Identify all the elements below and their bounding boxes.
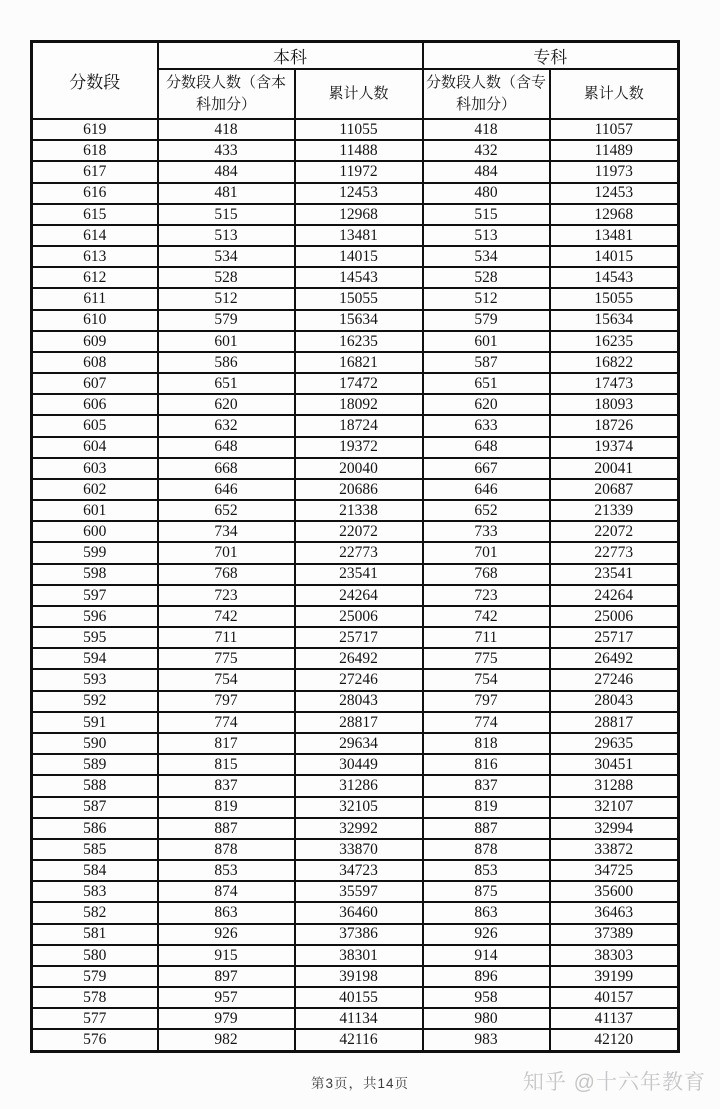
table-cell: 515 bbox=[423, 204, 550, 225]
table-cell: 12968 bbox=[295, 204, 423, 225]
table-cell: 15634 bbox=[550, 310, 679, 331]
table-cell: 20687 bbox=[550, 479, 679, 500]
table-cell: 878 bbox=[423, 839, 550, 860]
table-cell: 27246 bbox=[295, 669, 423, 690]
table-row bbox=[32, 225, 679, 246]
table-cell: 733 bbox=[423, 521, 550, 542]
score-cell: 594 bbox=[32, 648, 158, 669]
table-row bbox=[32, 987, 679, 1008]
score-cell: 583 bbox=[32, 881, 158, 902]
score-cell: 602 bbox=[32, 479, 158, 500]
table-cell: 34725 bbox=[550, 860, 679, 881]
table-cell: 40155 bbox=[295, 987, 423, 1008]
table-cell: 38301 bbox=[295, 945, 423, 966]
table-cell: 668 bbox=[158, 458, 295, 479]
table-cell: 742 bbox=[158, 606, 295, 627]
table-cell: 13481 bbox=[295, 225, 423, 246]
score-cell: 616 bbox=[32, 183, 158, 204]
table-cell: 484 bbox=[158, 161, 295, 182]
table-cell: 774 bbox=[423, 712, 550, 733]
table-cell: 797 bbox=[423, 691, 550, 712]
table-cell: 816 bbox=[423, 754, 550, 775]
score-cell: 579 bbox=[32, 966, 158, 987]
table-cell: 958 bbox=[423, 987, 550, 1008]
score-cell: 598 bbox=[32, 564, 158, 585]
table-cell: 528 bbox=[423, 267, 550, 288]
table-row bbox=[32, 310, 679, 331]
table-cell: 29635 bbox=[550, 733, 679, 754]
table-row bbox=[32, 1029, 679, 1051]
header-group-college: 专科 bbox=[423, 42, 679, 70]
table-cell: 768 bbox=[158, 564, 295, 585]
table-cell: 28817 bbox=[295, 712, 423, 733]
table-cell: 768 bbox=[423, 564, 550, 585]
table-cell: 25717 bbox=[295, 627, 423, 648]
table-cell: 774 bbox=[158, 712, 295, 733]
table-row bbox=[32, 860, 679, 881]
table-cell: 20041 bbox=[550, 458, 679, 479]
table-cell: 28817 bbox=[550, 712, 679, 733]
table-cell: 926 bbox=[158, 924, 295, 945]
table-cell: 775 bbox=[423, 648, 550, 669]
table-cell: 18726 bbox=[550, 415, 679, 436]
table-cell: 15055 bbox=[295, 288, 423, 309]
table-row bbox=[32, 161, 679, 182]
table-cell: 38303 bbox=[550, 945, 679, 966]
score-cell: 584 bbox=[32, 860, 158, 881]
score-cell: 577 bbox=[32, 1008, 158, 1029]
table-cell: 915 bbox=[158, 945, 295, 966]
score-cell: 595 bbox=[32, 627, 158, 648]
table-cell: 32105 bbox=[295, 797, 423, 818]
table-cell: 983 bbox=[423, 1029, 550, 1051]
table-cell: 11055 bbox=[295, 119, 423, 140]
table-row bbox=[32, 352, 679, 373]
score-cell: 587 bbox=[32, 797, 158, 818]
table-cell: 534 bbox=[158, 246, 295, 267]
table-row bbox=[32, 797, 679, 818]
table-cell: 17473 bbox=[550, 373, 679, 394]
table-cell: 513 bbox=[423, 225, 550, 246]
table-cell: 11057 bbox=[550, 119, 679, 140]
table-row bbox=[32, 733, 679, 754]
table-cell: 22773 bbox=[295, 542, 423, 563]
score-distribution-table bbox=[30, 40, 680, 1053]
table-cell: 579 bbox=[158, 310, 295, 331]
table-cell: 42116 bbox=[295, 1029, 423, 1051]
table-cell: 587 bbox=[423, 352, 550, 373]
page-footer bbox=[0, 1066, 720, 1100]
table-row bbox=[32, 140, 679, 161]
table-row bbox=[32, 712, 679, 733]
table-cell: 667 bbox=[423, 458, 550, 479]
table-cell: 711 bbox=[423, 627, 550, 648]
table-cell: 896 bbox=[423, 966, 550, 987]
score-cell: 606 bbox=[32, 394, 158, 415]
table-row bbox=[32, 839, 679, 860]
table-row bbox=[32, 648, 679, 669]
table-row bbox=[32, 627, 679, 648]
score-cell: 578 bbox=[32, 987, 158, 1008]
table-row bbox=[32, 415, 679, 436]
table-cell: 754 bbox=[158, 669, 295, 690]
table-cell: 24264 bbox=[550, 585, 679, 606]
table-cell: 837 bbox=[423, 775, 550, 796]
table-cell: 11488 bbox=[295, 140, 423, 161]
score-cell: 617 bbox=[32, 161, 158, 182]
table-cell: 818 bbox=[423, 733, 550, 754]
table-cell: 651 bbox=[423, 373, 550, 394]
score-cell: 586 bbox=[32, 818, 158, 839]
table-cell: 819 bbox=[158, 797, 295, 818]
table-row bbox=[32, 267, 679, 288]
score-cell: 588 bbox=[32, 775, 158, 796]
table-row bbox=[32, 500, 679, 521]
page-number: 第3页，共14页 bbox=[310, 1076, 410, 1091]
score-cell: 600 bbox=[32, 521, 158, 542]
table-cell: 481 bbox=[158, 183, 295, 204]
score-cell: 611 bbox=[32, 288, 158, 309]
table-row bbox=[32, 881, 679, 902]
table-cell: 26492 bbox=[550, 648, 679, 669]
score-table-body bbox=[32, 119, 679, 1052]
table-cell: 601 bbox=[423, 331, 550, 352]
table-cell: 22773 bbox=[550, 542, 679, 563]
table-cell: 534 bbox=[423, 246, 550, 267]
header-group-row bbox=[32, 42, 679, 70]
table-cell: 648 bbox=[423, 437, 550, 458]
table-row bbox=[32, 754, 679, 775]
table-cell: 515 bbox=[158, 204, 295, 225]
table-cell: 979 bbox=[158, 1008, 295, 1029]
table-cell: 42120 bbox=[550, 1029, 679, 1051]
table-cell: 21338 bbox=[295, 500, 423, 521]
score-cell: 599 bbox=[32, 542, 158, 563]
table-cell: 25717 bbox=[550, 627, 679, 648]
table-cell: 651 bbox=[158, 373, 295, 394]
score-cell: 601 bbox=[32, 500, 158, 521]
table-cell: 12453 bbox=[295, 183, 423, 204]
table-cell: 432 bbox=[423, 140, 550, 161]
table-cell: 620 bbox=[158, 394, 295, 415]
score-cell: 608 bbox=[32, 352, 158, 373]
score-cell: 580 bbox=[32, 945, 158, 966]
table-cell: 620 bbox=[423, 394, 550, 415]
table-row bbox=[32, 521, 679, 542]
table-row bbox=[32, 606, 679, 627]
table-cell: 40157 bbox=[550, 987, 679, 1008]
header-group-undergraduate: 本科 bbox=[158, 42, 423, 70]
table-cell: 35600 bbox=[550, 881, 679, 902]
score-cell: 590 bbox=[32, 733, 158, 754]
table-row bbox=[32, 119, 679, 140]
score-cell: 604 bbox=[32, 437, 158, 458]
score-cell: 609 bbox=[32, 331, 158, 352]
score-cell: 607 bbox=[32, 373, 158, 394]
table-cell: 32994 bbox=[550, 818, 679, 839]
table-row bbox=[32, 585, 679, 606]
table-row bbox=[32, 204, 679, 225]
table-cell: 646 bbox=[158, 479, 295, 500]
table-cell: 19372 bbox=[295, 437, 423, 458]
table-row bbox=[32, 542, 679, 563]
watermark-zhihu: 知乎 @十六年教育 bbox=[522, 1071, 706, 1094]
table-cell: 39198 bbox=[295, 966, 423, 987]
table-cell: 14015 bbox=[550, 246, 679, 267]
table-cell: 15634 bbox=[295, 310, 423, 331]
table-row bbox=[32, 818, 679, 839]
table-cell: 874 bbox=[158, 881, 295, 902]
table-cell: 22072 bbox=[295, 521, 423, 542]
table-cell: 887 bbox=[158, 818, 295, 839]
score-cell: 610 bbox=[32, 310, 158, 331]
table-row bbox=[32, 183, 679, 204]
table-cell: 433 bbox=[158, 140, 295, 161]
table-cell: 14015 bbox=[295, 246, 423, 267]
table-cell: 21339 bbox=[550, 500, 679, 521]
header-score-range: 分数段 bbox=[32, 42, 158, 120]
table-cell: 982 bbox=[158, 1029, 295, 1051]
table-cell: 36463 bbox=[550, 902, 679, 923]
table-cell: 652 bbox=[158, 500, 295, 521]
table-row bbox=[32, 564, 679, 585]
table-cell: 32992 bbox=[295, 818, 423, 839]
header-college-count: 分数段人数（含专科加分） bbox=[423, 69, 550, 119]
table-cell: 17472 bbox=[295, 373, 423, 394]
table-cell: 20686 bbox=[295, 479, 423, 500]
table-cell: 32107 bbox=[550, 797, 679, 818]
table-row bbox=[32, 373, 679, 394]
table-cell: 797 bbox=[158, 691, 295, 712]
table-row bbox=[32, 924, 679, 945]
score-cell: 585 bbox=[32, 839, 158, 860]
table-cell: 853 bbox=[423, 860, 550, 881]
table-cell: 815 bbox=[158, 754, 295, 775]
table-cell: 601 bbox=[158, 331, 295, 352]
table-cell: 512 bbox=[158, 288, 295, 309]
table-row bbox=[32, 288, 679, 309]
table-cell: 35597 bbox=[295, 881, 423, 902]
table-cell: 20040 bbox=[295, 458, 423, 479]
score-cell: 591 bbox=[32, 712, 158, 733]
table-cell: 37386 bbox=[295, 924, 423, 945]
table-cell: 926 bbox=[423, 924, 550, 945]
table-cell: 16235 bbox=[550, 331, 679, 352]
score-cell: 619 bbox=[32, 119, 158, 140]
table-row bbox=[32, 669, 679, 690]
header-college-cumulative: 累计人数 bbox=[550, 69, 679, 119]
table-cell: 25006 bbox=[550, 606, 679, 627]
table-cell: 12968 bbox=[550, 204, 679, 225]
score-cell: 576 bbox=[32, 1029, 158, 1051]
table-cell: 23541 bbox=[295, 564, 423, 585]
table-row bbox=[32, 331, 679, 352]
score-cell: 618 bbox=[32, 140, 158, 161]
table-cell: 914 bbox=[423, 945, 550, 966]
table-cell: 31288 bbox=[550, 775, 679, 796]
table-row bbox=[32, 437, 679, 458]
score-cell: 614 bbox=[32, 225, 158, 246]
table-cell: 30451 bbox=[550, 754, 679, 775]
table-cell: 652 bbox=[423, 500, 550, 521]
table-cell: 853 bbox=[158, 860, 295, 881]
score-cell: 593 bbox=[32, 669, 158, 690]
table-cell: 28043 bbox=[295, 691, 423, 712]
table-cell: 34723 bbox=[295, 860, 423, 881]
table-cell: 26492 bbox=[295, 648, 423, 669]
table-cell: 13481 bbox=[550, 225, 679, 246]
table-cell: 11489 bbox=[550, 140, 679, 161]
score-cell: 612 bbox=[32, 267, 158, 288]
table-cell: 480 bbox=[423, 183, 550, 204]
table-row bbox=[32, 458, 679, 479]
table-cell: 648 bbox=[158, 437, 295, 458]
table-cell: 12453 bbox=[550, 183, 679, 204]
table-cell: 484 bbox=[423, 161, 550, 182]
table-cell: 734 bbox=[158, 521, 295, 542]
table-cell: 39199 bbox=[550, 966, 679, 987]
table-cell: 30449 bbox=[295, 754, 423, 775]
table-row bbox=[32, 966, 679, 987]
score-cell: 605 bbox=[32, 415, 158, 436]
table-cell: 897 bbox=[158, 966, 295, 987]
table-cell: 31286 bbox=[295, 775, 423, 796]
score-cell: 615 bbox=[32, 204, 158, 225]
table-cell: 863 bbox=[423, 902, 550, 923]
table-cell: 18093 bbox=[550, 394, 679, 415]
score-cell: 592 bbox=[32, 691, 158, 712]
table-row bbox=[32, 394, 679, 415]
table-cell: 33872 bbox=[550, 839, 679, 860]
table-cell: 14543 bbox=[550, 267, 679, 288]
table-cell: 418 bbox=[423, 119, 550, 140]
table-cell: 27246 bbox=[550, 669, 679, 690]
table-cell: 711 bbox=[158, 627, 295, 648]
score-cell: 603 bbox=[32, 458, 158, 479]
table-cell: 418 bbox=[158, 119, 295, 140]
table-cell: 586 bbox=[158, 352, 295, 373]
table-cell: 819 bbox=[423, 797, 550, 818]
table-cell: 875 bbox=[423, 881, 550, 902]
table-cell: 863 bbox=[158, 902, 295, 923]
table-cell: 723 bbox=[158, 585, 295, 606]
table-cell: 19374 bbox=[550, 437, 679, 458]
table-cell: 701 bbox=[158, 542, 295, 563]
table-cell: 16235 bbox=[295, 331, 423, 352]
table-cell: 878 bbox=[158, 839, 295, 860]
table-cell: 41137 bbox=[550, 1008, 679, 1029]
table-cell: 14543 bbox=[295, 267, 423, 288]
table-cell: 837 bbox=[158, 775, 295, 796]
table-cell: 15055 bbox=[550, 288, 679, 309]
score-cell: 589 bbox=[32, 754, 158, 775]
table-cell: 16822 bbox=[550, 352, 679, 373]
table-cell: 742 bbox=[423, 606, 550, 627]
table-cell: 33870 bbox=[295, 839, 423, 860]
score-cell: 582 bbox=[32, 902, 158, 923]
table-cell: 723 bbox=[423, 585, 550, 606]
table-cell: 528 bbox=[158, 267, 295, 288]
score-cell: 613 bbox=[32, 246, 158, 267]
score-cell: 596 bbox=[32, 606, 158, 627]
table-cell: 16821 bbox=[295, 352, 423, 373]
table-cell: 646 bbox=[423, 479, 550, 500]
table-cell: 23541 bbox=[550, 564, 679, 585]
table-cell: 887 bbox=[423, 818, 550, 839]
table-cell: 18092 bbox=[295, 394, 423, 415]
table-cell: 817 bbox=[158, 733, 295, 754]
table-cell: 579 bbox=[423, 310, 550, 331]
table-row bbox=[32, 945, 679, 966]
score-cell: 581 bbox=[32, 924, 158, 945]
table-cell: 980 bbox=[423, 1008, 550, 1029]
table-cell: 18724 bbox=[295, 415, 423, 436]
table-cell: 754 bbox=[423, 669, 550, 690]
table-row bbox=[32, 691, 679, 712]
table-cell: 632 bbox=[158, 415, 295, 436]
table-row bbox=[32, 902, 679, 923]
table-cell: 25006 bbox=[295, 606, 423, 627]
table-row bbox=[32, 246, 679, 267]
table-cell: 512 bbox=[423, 288, 550, 309]
table-row bbox=[32, 775, 679, 796]
table-cell: 513 bbox=[158, 225, 295, 246]
table-cell: 633 bbox=[423, 415, 550, 436]
table-cell: 24264 bbox=[295, 585, 423, 606]
table-cell: 775 bbox=[158, 648, 295, 669]
table-cell: 41134 bbox=[295, 1008, 423, 1029]
table-cell: 957 bbox=[158, 987, 295, 1008]
table-header bbox=[32, 42, 679, 120]
table-row bbox=[32, 479, 679, 500]
table-row bbox=[32, 1008, 679, 1029]
table-cell: 28043 bbox=[550, 691, 679, 712]
table-cell: 11972 bbox=[295, 161, 423, 182]
score-cell: 597 bbox=[32, 585, 158, 606]
header-undergraduate-count: 分数段人数（含本科加分） bbox=[158, 69, 295, 119]
table-cell: 29634 bbox=[295, 733, 423, 754]
table-cell: 701 bbox=[423, 542, 550, 563]
table-cell: 11973 bbox=[550, 161, 679, 182]
table-cell: 22072 bbox=[550, 521, 679, 542]
header-undergraduate-cumulative: 累计人数 bbox=[295, 69, 423, 119]
table-cell: 37389 bbox=[550, 924, 679, 945]
table-cell: 36460 bbox=[295, 902, 423, 923]
